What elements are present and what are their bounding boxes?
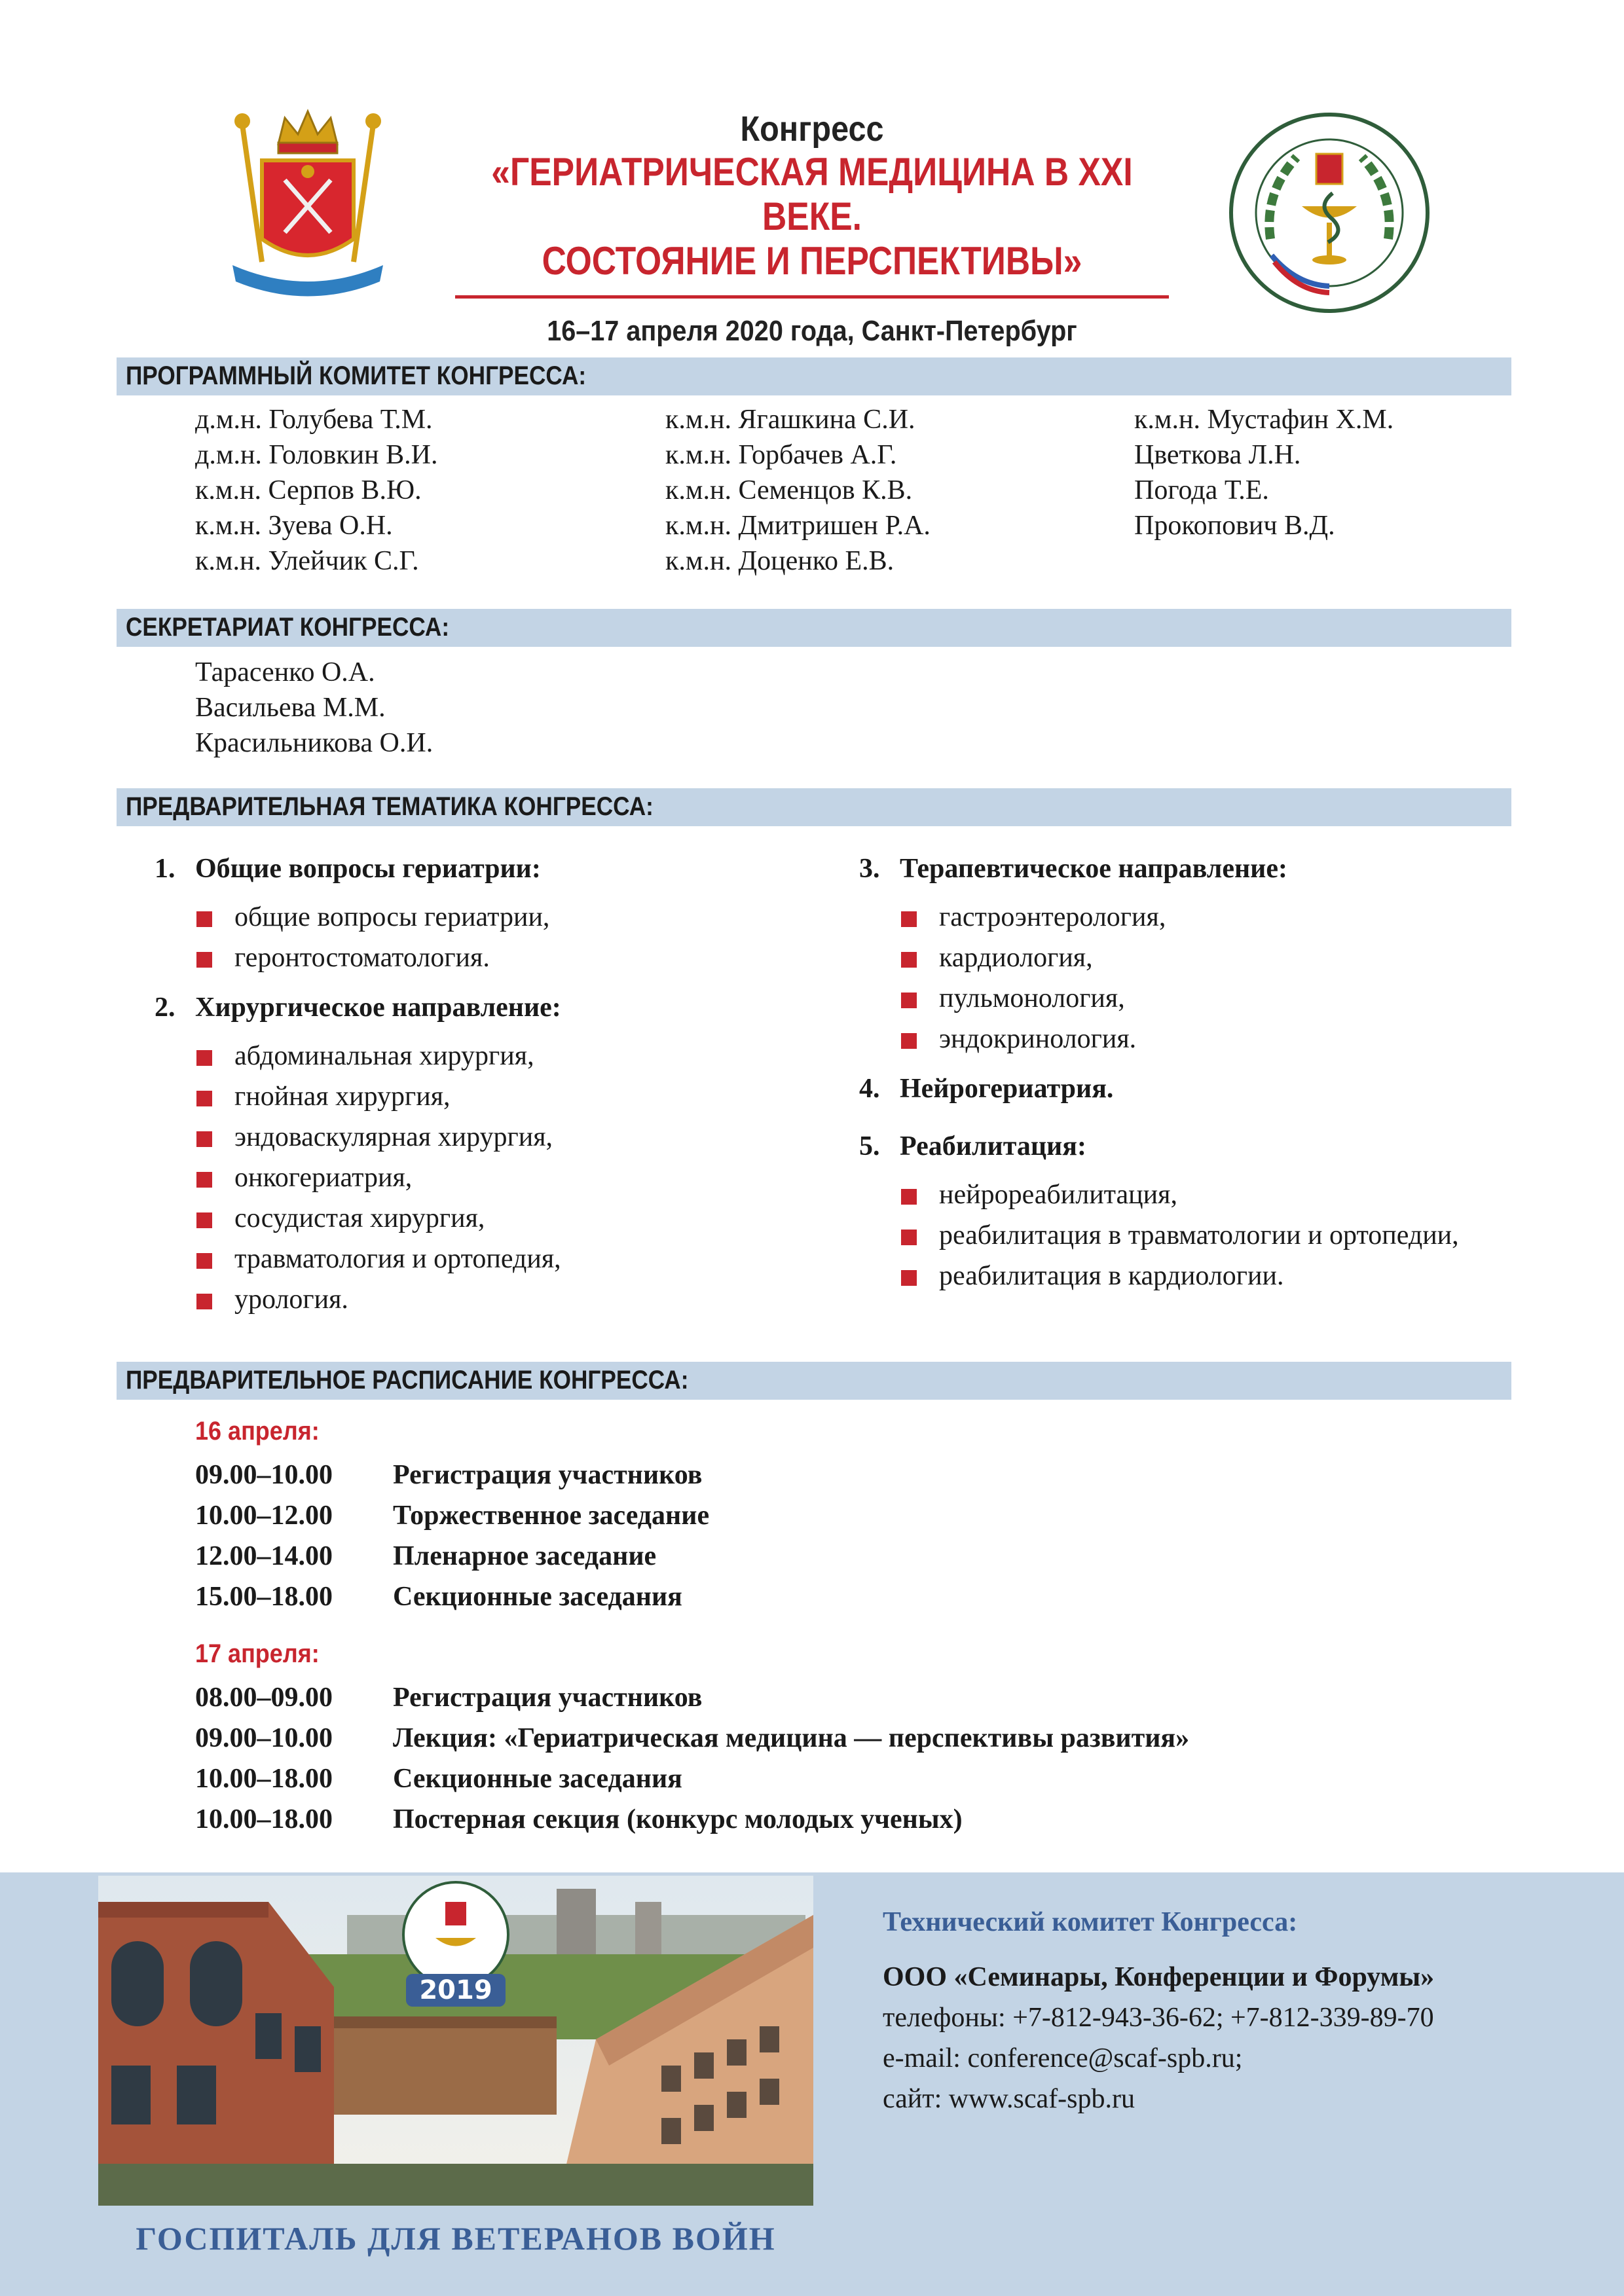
topic-2-heading: [155, 990, 561, 1025]
topic-3-heading: [859, 851, 1459, 886]
schedule-day-2: [195, 1635, 1189, 1840]
hospital-emblem-icon: [1225, 108, 1434, 318]
topics-right-column: [859, 851, 1459, 1296]
secretariat-member: Васильева М.М.: [195, 693, 386, 723]
committee-col-1: [195, 402, 437, 579]
topics-heading: ПРЕДВАРИТЕЛЬНАЯ ТЕМАТИКА КОНГРЕССА:: [126, 792, 654, 821]
topic-item: гастроэнтерология,: [859, 897, 1459, 938]
committee-member: к.м.н. Дмитришен Р.А.: [665, 511, 931, 541]
website[interactable]: сайт: www.scaf-spb.ru: [883, 2084, 1135, 2114]
schedule-heading: ПРЕДВАРИТЕЛЬНОЕ РАСПИСАНИЕ КОНГРЕССА:: [126, 1366, 689, 1394]
schedule-row: [195, 1799, 1189, 1840]
topic-4-heading: [859, 1071, 1459, 1106]
committee-member: Цветкова Л.Н.: [1134, 440, 1301, 470]
congress-title-line1: «ГЕРИАТРИЧЕСКАЯ МЕДИЦИНА В XXI ВЕКЕ.: [491, 150, 1133, 238]
topic-item: реабилитация в травматологии и ортопедии,: [859, 1215, 1459, 1256]
topic-1-heading: [155, 851, 561, 886]
congress-header: [432, 108, 1192, 348]
program-committee-heading: ПРОГРАММНЫЙ КОМИТЕТ КОНГРЕССА:: [126, 361, 587, 390]
spb-coat-of-arms-icon: [216, 98, 399, 308]
schedule-time: 08.00–09.00: [195, 1683, 333, 1713]
phones: телефоны: +7-812-943-36-62; +7-812-339-89-70: [883, 2003, 1434, 2033]
schedule-row: [195, 1677, 1189, 1718]
schedule-row: [195, 1576, 709, 1617]
committee-member: д.м.н. Голубева Т.М.: [195, 405, 433, 435]
tech-committee-label: Технический комитет Конгресса:: [883, 1907, 1298, 1937]
committee-member: Прокопович В.Д.: [1134, 511, 1335, 541]
schedule-event: Секционные заседания: [393, 1582, 682, 1612]
topic-item: сосудистая хирургия,: [155, 1198, 561, 1239]
committee-member: к.м.н. Серпов В.Ю.: [195, 475, 422, 505]
photo-caption: ГОСПИТАЛЬ ДЛЯ ВЕТЕРАНОВ ВОЙН: [98, 2206, 813, 2271]
schedule-time: 15.00–18.00: [195, 1582, 333, 1612]
program-committee-bar: [117, 357, 1511, 395]
secretariat-heading: СЕКРЕТАРИАТ КОНГРЕССА:: [126, 613, 450, 642]
hospital-photo: [98, 1876, 813, 2206]
schedule-time: 12.00–14.00: [195, 1541, 333, 1571]
topic-item: эндокринология.: [859, 1019, 1459, 1059]
topic-item: реабилитация в кардиологии.: [859, 1256, 1459, 1296]
schedule-row: [195, 1536, 709, 1576]
committee-member: к.м.н. Горбачев А.Г.: [665, 440, 897, 470]
topic-item: эндоваскулярная хирургия,: [155, 1117, 561, 1157]
topic-item: нейрореабилитация,: [859, 1175, 1459, 1215]
photo-year: 2019: [419, 1975, 492, 2005]
topic-5-heading: [859, 1129, 1459, 1164]
committee-member: к.м.н. Ягашкина С.И.: [665, 405, 915, 435]
congress-date: 16–17 апреля 2020 года, Санкт-Петербург: [547, 315, 1077, 347]
topic-number: 3.: [859, 854, 880, 884]
committee-col-2: [665, 402, 931, 579]
topics-bar: [117, 788, 1511, 826]
secretariat-member: Красильникова О.И.: [195, 728, 434, 758]
topics-left-column: [155, 851, 561, 1320]
schedule-time: 10.00–18.00: [195, 1764, 333, 1794]
topic-number: 4.: [859, 1074, 880, 1104]
secretariat-member: Тарасенко О.А.: [195, 657, 375, 687]
topic-title: Терапевтическое направление:: [900, 854, 1287, 884]
schedule-event: Регистрация участников: [393, 1460, 703, 1490]
committee-member: к.м.н. Мустафин Х.М.: [1134, 405, 1394, 435]
congress-label: Конгресс: [740, 109, 884, 149]
schedule-event: Секционные заседания: [393, 1764, 682, 1794]
schedule-time: 10.00–12.00: [195, 1501, 333, 1531]
schedule-time: 10.00–18.00: [195, 1804, 333, 1834]
schedule-event: Постерная секция (конкурс молодых ученых): [393, 1804, 963, 1834]
contacts-block: [883, 1902, 1434, 2119]
topic-title: Общие вопросы гериатрии:: [195, 854, 541, 884]
schedule-row: [195, 1455, 709, 1495]
schedule-day-1: [195, 1413, 709, 1617]
committee-member: к.м.н. Доценко Е.В.: [665, 546, 895, 576]
topic-item: гнойная хирургия,: [155, 1076, 561, 1117]
email[interactable]: e-mail: conference@scaf-spb.ru;: [883, 2043, 1243, 2073]
title-divider: [455, 295, 1169, 299]
topic-item: геронтостоматология.: [155, 938, 561, 978]
day-label: 16 апреля:: [195, 1417, 320, 1446]
schedule-event: Лекция: «Гериатрическая медицина — перспективы развития»: [393, 1723, 1190, 1753]
topic-item: абдоминальная хирургия,: [155, 1036, 561, 1076]
topic-number: 5.: [859, 1131, 880, 1161]
topic-item: онкогериатрия,: [155, 1157, 561, 1198]
schedule-bar: [117, 1362, 1511, 1400]
organizer-name: ООО «Семинары, Конференции и Форумы»: [883, 1962, 1435, 1992]
committee-member: к.м.н. Зуева О.Н.: [195, 511, 393, 541]
topic-title: Нейрогериатрия.: [900, 1074, 1114, 1104]
committee-col-3: [1134, 402, 1393, 543]
topic-item: урология.: [155, 1279, 561, 1320]
schedule-time: 09.00–10.00: [195, 1460, 333, 1490]
topic-item: общие вопросы гериатрии,: [155, 897, 561, 938]
congress-title-line2: СОСТОЯНИЕ И ПЕРСПЕКТИВЫ»: [542, 239, 1082, 283]
committee-member: д.м.н. Головкин В.И.: [195, 440, 438, 470]
secretariat-list: [195, 655, 433, 761]
topic-number: 2.: [155, 993, 175, 1023]
schedule-event: Регистрация участников: [393, 1683, 703, 1713]
committee-member: к.м.н. Семенцов К.В.: [665, 475, 913, 505]
secretariat-bar: [117, 609, 1511, 647]
topic-item: пульмонология,: [859, 978, 1459, 1019]
topic-title: Хирургическое направление:: [195, 993, 561, 1023]
schedule-row: [195, 1495, 709, 1536]
topic-item: кардиология,: [859, 938, 1459, 978]
schedule-row: [195, 1758, 1189, 1799]
schedule-row: [195, 1718, 1189, 1758]
day-label: 17 апреля:: [195, 1639, 320, 1668]
topic-title: Реабилитация:: [900, 1131, 1086, 1161]
committee-member: Погода Т.Е.: [1134, 475, 1269, 505]
committee-member: к.м.н. Улейчик С.Г.: [195, 546, 419, 576]
topic-item: травматология и ортопедия,: [155, 1239, 561, 1279]
schedule-time: 09.00–10.00: [195, 1723, 333, 1753]
schedule-event: Пленарное заседание: [393, 1541, 657, 1571]
schedule-event: Торжественное заседание: [393, 1501, 710, 1531]
topic-number: 1.: [155, 854, 175, 884]
